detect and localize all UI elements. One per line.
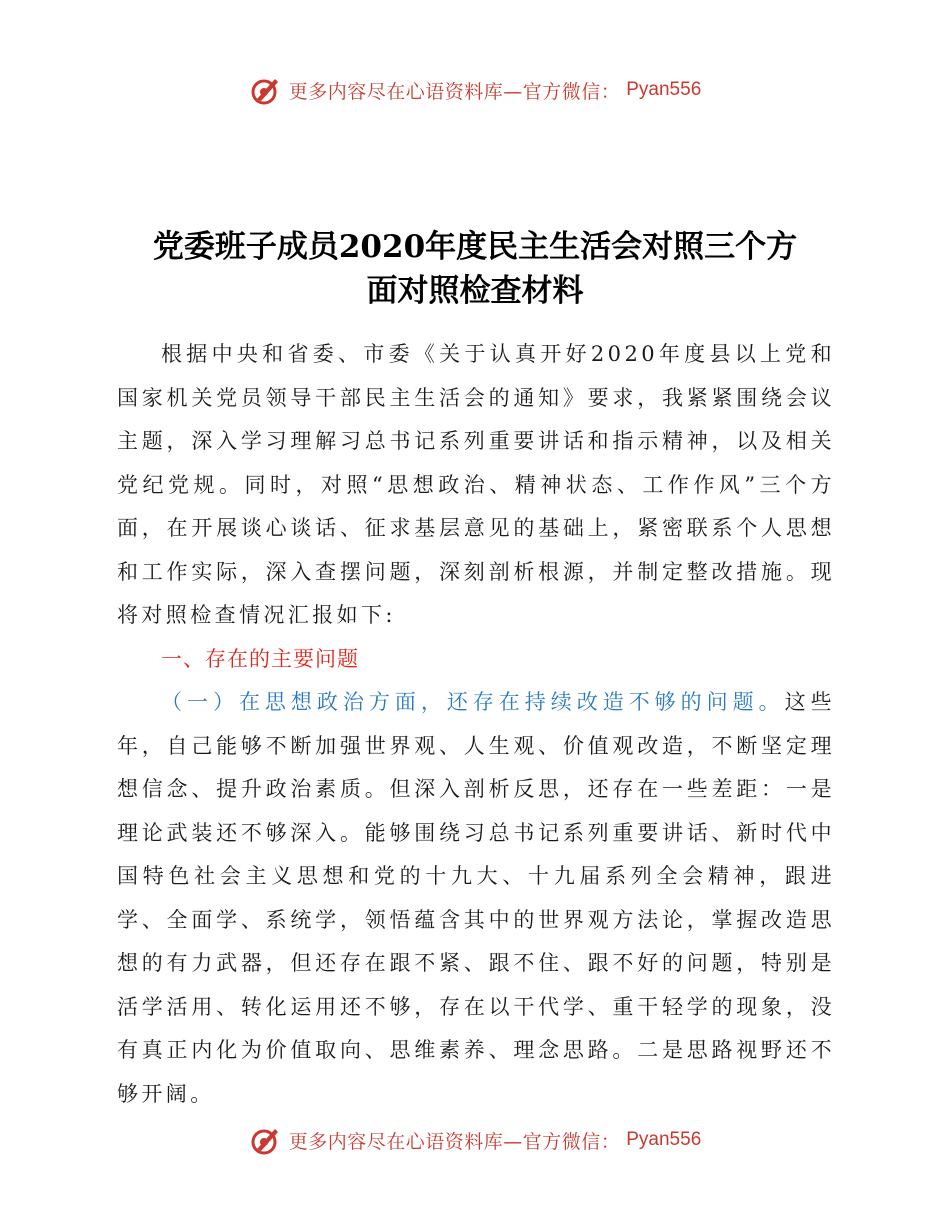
document-body: [117, 333, 835, 1116]
header-watermark: [0, 70, 950, 110]
watermark-wechat-id: Pyan556: [626, 1129, 702, 1150]
subsection-heading-1: （一）在思想政治方面，还存在持续改造不够的问题。: [161, 690, 785, 714]
document-title: [0, 225, 950, 313]
footer-watermark: [0, 1120, 950, 1160]
watermark-text: 更多内容尽在心语资料库—官方微信：: [288, 1130, 621, 1153]
section-heading-1: 一、存在的主要问题: [161, 646, 359, 671]
intro-paragraph: 根据中央和省委、市委《关于认真开好2020年度县以上党和国家机关党员领导干部民主生活会的通知》要求，我紧紧围绕会议主题，深入学习理解习总书记系列重要讲话和指示精神，以及相关党纪党规。同时，对照“思想政治、精神状态、工作作风”三个方面，在开展谈心谈话、征求基层意见的基础上，紧密联系个人思想和工作实际，深入查摆问题，深刻剖析根源，并制定整改措施。现将对照检查情况汇报如下:: [117, 342, 835, 627]
title-line-2: 面对照检查材料: [366, 273, 584, 309]
title-line-1: 党委班子成员2020年度民主生活会对照三个方: [152, 229, 798, 265]
subsection-text-1: 这些年，自己能够不断加强世界观、人生观、价值观改造，不断坚定理想信念、提升政治素质。但深入剖析反思，还存在一些差距：一是理论武装还不够深入。能够围绕习总书记系列重要讲话、新时代中国特色社会主义思想和党的十九大、十九届系列全会精神，跟进学、全面学、系统学，领悟蕴含其中的世界观方法论，掌握改造思想的有力武器，但还存在跟不紧、跟不住、跟不好的问题，特别是活学活用、转化运用还不够，存在以干代学、重干轻学的现象，没有真正内化为价值取向、思维素养、理念思路。二是思路视野还不够开阔。: [117, 690, 835, 1106]
brush-logo-icon: [249, 73, 283, 107]
watermark-wechat-id: Pyan556: [626, 79, 702, 100]
brush-logo-icon: [249, 1123, 283, 1157]
watermark-text: 更多内容尽在心语资料库—官方微信：: [288, 80, 621, 103]
subsection-paragraph-1: [117, 681, 835, 1116]
